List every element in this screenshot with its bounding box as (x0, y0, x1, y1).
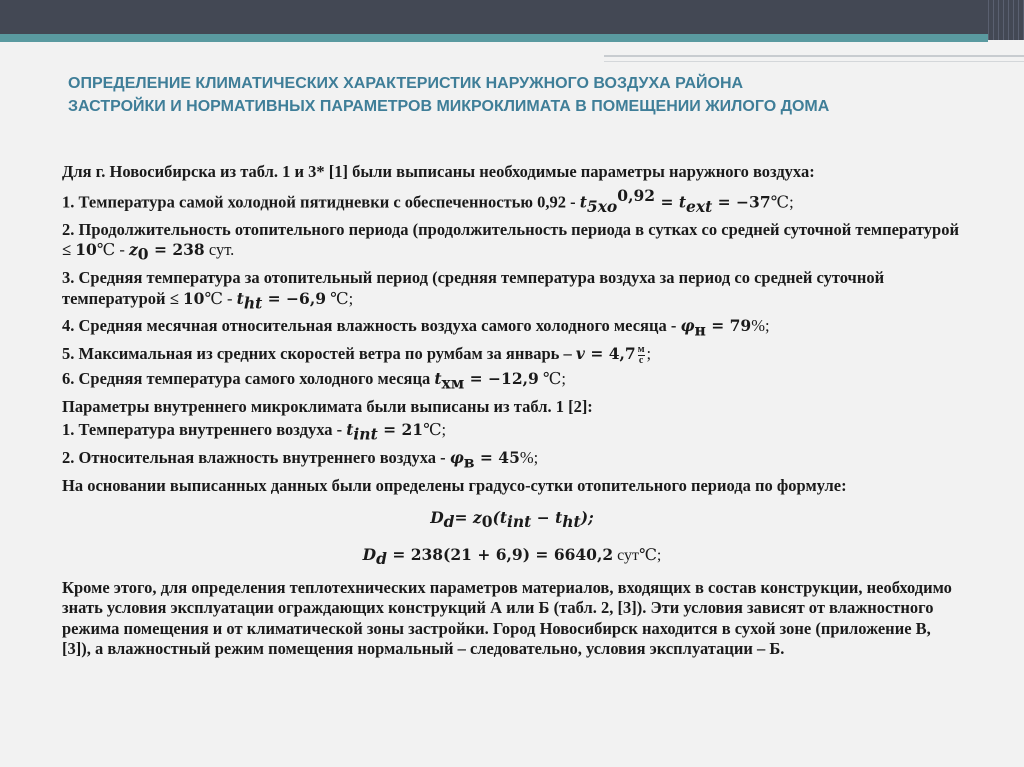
item-3: 3. Средняя температура за отопительный период (средняя температура воздуха за период со средней суточной температурой ≤ 10℃ - $t_{ht} = -6,9$ ℃; (62, 268, 885, 312)
formula-degree-days: $D_d= z_0(t_{int} - t_{ht})$; (430, 508, 594, 532)
top-right-decoration (988, 0, 1024, 40)
internal-item-2: 2. Относительная влажность внутреннего воздуха - $\varphi_в = 45\%$; (62, 448, 539, 472)
slide-title (68, 72, 988, 118)
item-6: 6. Средняя температура самого холодного месяца $t_{хм} = -12,9$ ℃; (62, 368, 566, 393)
title-line-2: ЗАСТРОЙКИ И НОРМАТИВНЫХ ПАРАМЕТРОВ МИКРОКЛИМАТА В ПОМЕЩЕНИИ ЖИЛОГО ДОМА (68, 98, 830, 115)
item-4: 4. Средняя месячная относительная влажность воздуха самого холодного месяца - $\varphi_н = 79\%$; (62, 316, 770, 340)
item-2: 2. Продолжительность отопительного периода (продолжительность периода в сутках со средней суточной температурой ≤ 10℃ - $z_0 = 238$ сут. (62, 219, 959, 264)
basis-paragraph: На основании выписанных данных были определены градусо-сутки отопительного периода по формуле: (62, 475, 847, 495)
fraction-m-s: $\frac{м}{с}$ (637, 343, 645, 366)
slide-body (62, 162, 962, 663)
internal-heading: Параметры внутреннего микроклимата были выписаны из табл. 1 [2]: (62, 396, 593, 416)
decorative-line (604, 61, 1024, 62)
intro-paragraph: Для г. Новосибирска из табл. 1 и 3* [1] были выписаны необходимые параметры наружного воздуха: (62, 162, 815, 181)
formula-degree-days-value: $D_d = 238(21 + 6,9) = 6640,2$ сут℃; (362, 544, 662, 569)
item-1: 1. Температура самой холодной пятидневки с обеспеченностью $0,92 - t_{5хо}^{0,92} = t_{ext}$ = −37℃; (62, 185, 794, 216)
internal-item-1: 1. Температура внутреннего воздуха - $t_{int}$ = 21℃; (62, 420, 447, 444)
top-bar (0, 0, 1024, 34)
conclusion-paragraph: Кроме этого, для определения теплотехнических параметров материалов, входящих в состав конструкции, необходимо знать условия эксплуатации ограждающих конструкций А или Б (табл. 2, [3]). Эти условия зависят от влажностного режима помещения и от климатической зоны застройки. Город Новосибирск находится в сухой зоне (приложение В, [3]), а влажностный режим помещения нормальный – следовательно, условия эксплуатации – Б. (62, 577, 952, 659)
title-line-1: ОПРЕДЕЛЕНИЕ КЛИМАТИЧЕСКИХ ХАРАКТЕРИСТИК НАРУЖНОГО ВОЗДУХА РАЙОНА (68, 75, 744, 92)
decorative-line (604, 55, 1024, 57)
accent-stripe (0, 34, 988, 42)
item-5: 5. Максимальная из средних скоростей ветра по румбам за январь – v = 4,7 $\frac{м}{с}$ ; (62, 343, 652, 366)
